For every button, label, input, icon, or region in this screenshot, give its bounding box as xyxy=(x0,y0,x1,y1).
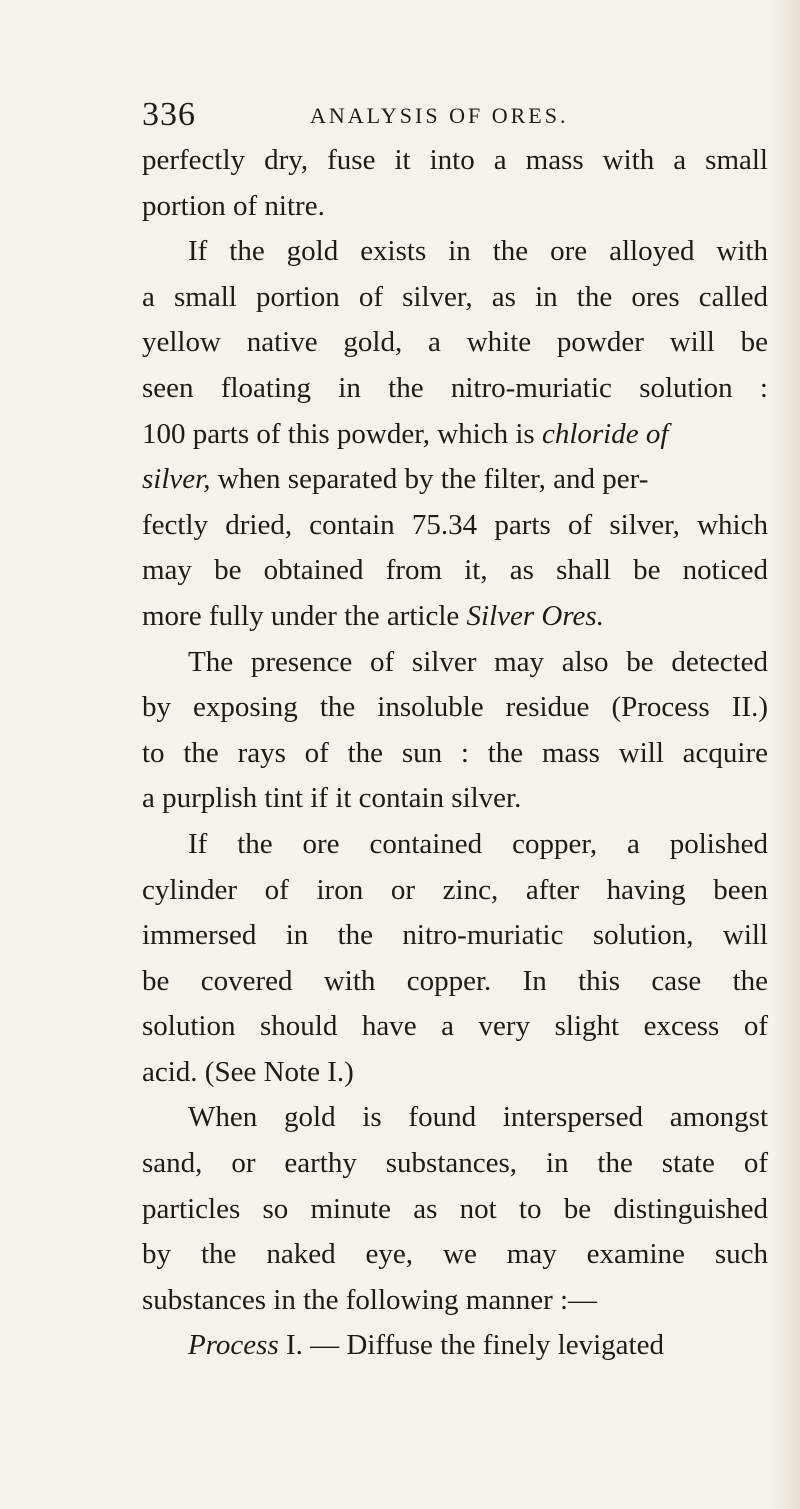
paragraph-start-line: If the ore contained copper, a polished xyxy=(188,827,768,860)
text-line: solution should have a very slight excess of xyxy=(142,1010,768,1043)
italic-term: silver, xyxy=(142,463,211,496)
text-line: perfectly dry, fuse it into a mass with a small xyxy=(142,144,768,176)
text-line: a purplish tint if it contain silver. xyxy=(142,782,522,815)
text-line: sand, or earthy substances, in the state of xyxy=(142,1147,768,1180)
paragraph-start-line: The presence of silver may also be detected xyxy=(188,645,768,678)
text-line: to the rays of the sun : the mass will acquire xyxy=(142,736,768,769)
text-line: fectly dried, contain 75.34 parts of silver, which xyxy=(142,508,768,541)
text-line: seen floating in the nitro-muriatic solution : xyxy=(142,371,768,404)
paragraph-start-line: When gold is found interspersed amongst xyxy=(188,1101,768,1134)
running-head xyxy=(142,92,762,138)
text-line: silver, when separated by the filter, and per- xyxy=(142,463,649,496)
text-line: be covered with copper. In this case the xyxy=(142,964,768,997)
text-line: may be obtained from it, as shall be noticed xyxy=(142,554,768,587)
text-line: more fully under the article Silver Ores. xyxy=(142,599,604,632)
text-line: yellow native gold, a white powder will be xyxy=(142,326,768,359)
paragraph-start-line: Process I. — Diffuse the finely levigated xyxy=(188,1329,664,1362)
text-line: immersed in the nitro-muriatic solution, will xyxy=(142,919,768,952)
page-edge-shadow xyxy=(772,0,800,1509)
text-line: by exposing the insoluble residue (Process II.) xyxy=(142,691,768,724)
italic-term: Process xyxy=(188,1329,279,1362)
body-text xyxy=(142,138,768,1369)
paragraph-start-line: If the gold exists in the ore alloyed with xyxy=(188,235,768,268)
italic-term: Silver Ores. xyxy=(466,599,604,632)
text-line: acid. (See Note I.) xyxy=(142,1055,354,1088)
text-line: by the naked eye, we may examine such xyxy=(142,1238,768,1271)
text-line: particles so minute as not to be distinguished xyxy=(142,1192,768,1225)
italic-term: chloride of xyxy=(541,417,669,450)
text-line: a small portion of silver, as in the ores called xyxy=(142,280,768,313)
text-line: 100 parts of this powder, which is chloride of xyxy=(142,417,669,450)
text-line: substances in the following manner :— xyxy=(142,1283,598,1316)
page-number: 336 xyxy=(142,96,196,133)
text-line: portion of nitre. xyxy=(142,189,325,222)
text-line: cylinder of iron or zinc, after having been xyxy=(142,873,768,906)
running-title: ANALYSIS OF ORES. xyxy=(310,103,569,128)
